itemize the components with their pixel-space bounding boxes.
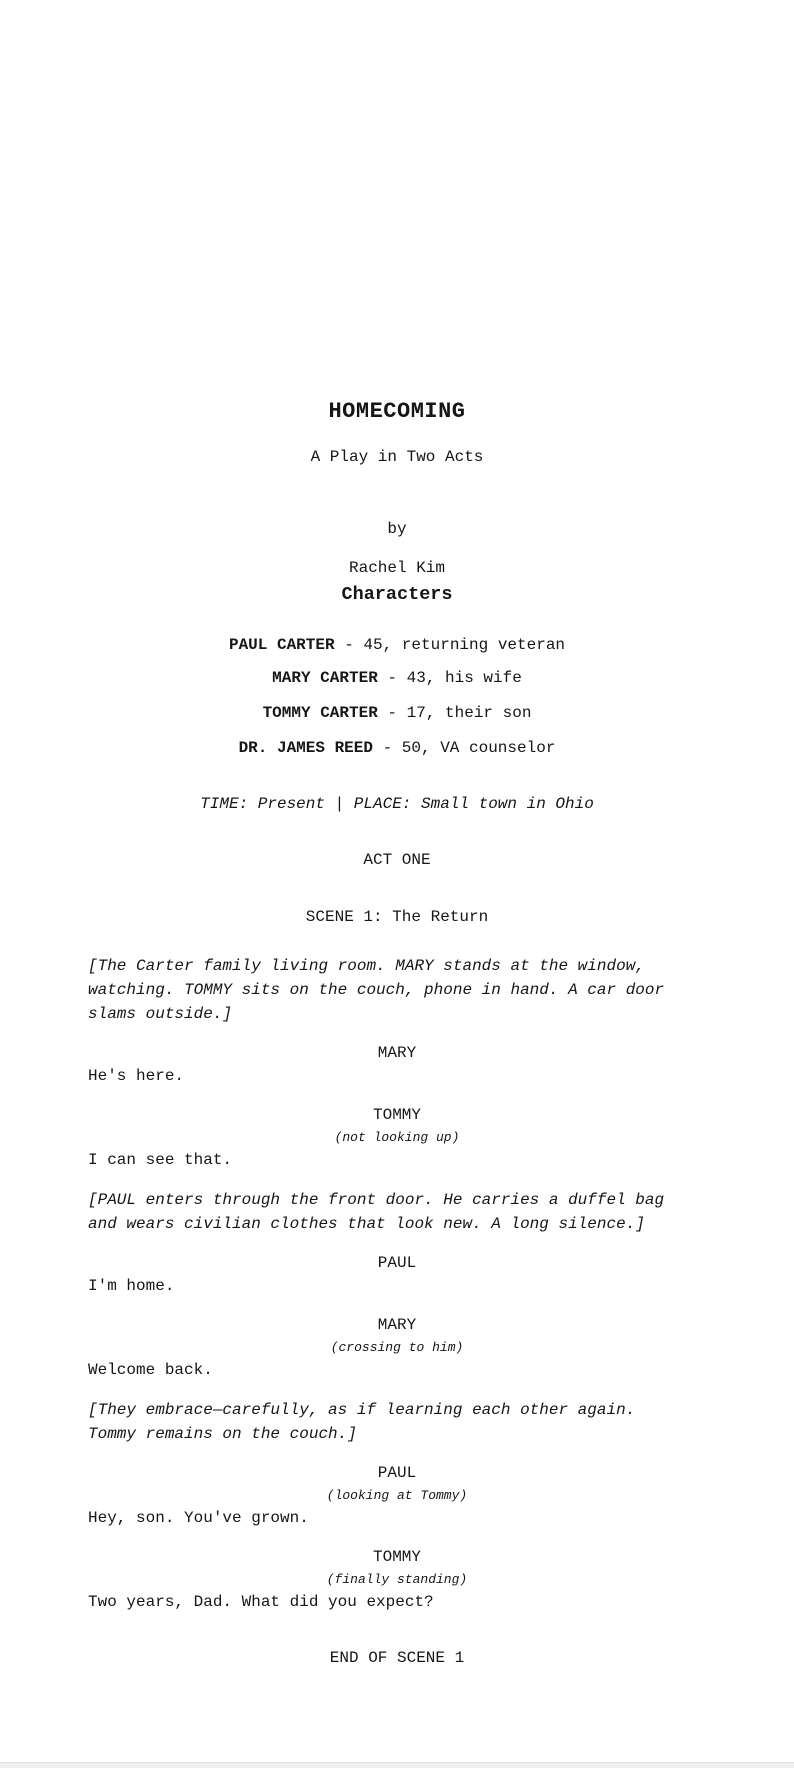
character-entry xyxy=(88,737,706,760)
parenthetical: (not looking up) xyxy=(334,1130,460,1145)
dialogue-block xyxy=(88,1042,706,1088)
character-cue: TOMMY xyxy=(372,1548,421,1566)
stage-direction xyxy=(88,1188,706,1236)
stage-direction xyxy=(88,1398,706,1446)
author-name: Rachel Kim xyxy=(348,559,445,577)
parenthetical: (finally standing) xyxy=(326,1572,468,1587)
stage-direction-line: [The Carter family living room. MARY stands at the window, xyxy=(88,957,645,975)
act-heading: ACT ONE xyxy=(363,851,431,869)
character-desc: - 17, their son xyxy=(377,704,532,722)
character-entry xyxy=(88,702,706,725)
stage-direction-line: watching. TOMMY sits on the couch, phone in hand. A car door xyxy=(88,981,665,999)
stage-direction-line: Tommy remains on the couch.] xyxy=(88,1425,357,1443)
character-name: PAUL CARTER xyxy=(228,636,335,654)
dialogue-line: Two years, Dad. What did you expect? xyxy=(88,1593,434,1611)
character-cue: MARY xyxy=(377,1316,417,1334)
byline-label: by xyxy=(387,520,407,538)
time-place-line: TIME: Present | PLACE: Small town in Ohio xyxy=(200,795,594,813)
dialogue-line: Welcome back. xyxy=(88,1361,213,1379)
dialogue-block xyxy=(88,1252,706,1298)
scene-heading: SCENE 1: The Return xyxy=(305,908,489,926)
character-entry xyxy=(88,667,706,690)
dialogue-block xyxy=(88,1314,706,1382)
character-entry xyxy=(88,634,706,657)
parenthetical: (looking at Tommy) xyxy=(326,1488,468,1503)
dialogue-line: He's here. xyxy=(88,1067,185,1085)
play-subtitle: A Play in Two Acts xyxy=(310,448,484,466)
dialogue-line: I'm home. xyxy=(88,1277,175,1295)
dialogue-line: I can see that. xyxy=(88,1151,233,1169)
dialogue-block xyxy=(88,1104,706,1172)
character-desc: - 50, VA counselor xyxy=(372,739,556,757)
stage-direction-line: and wears civilian clothes that look new. A long silence.] xyxy=(88,1215,645,1233)
character-name: DR. JAMES REED xyxy=(238,739,373,757)
parenthetical: (crossing to him) xyxy=(330,1340,464,1355)
end-of-scene-label: END OF SCENE 1 xyxy=(329,1649,465,1667)
character-cue: PAUL xyxy=(377,1464,417,1482)
dialogue-line: Hey, son. You've grown. xyxy=(88,1509,309,1527)
stage-direction-line: slams outside.] xyxy=(88,1005,233,1023)
stage-direction-line: [PAUL enters through the front door. He carries a duffel bag xyxy=(88,1191,665,1209)
character-desc: - 43, his wife xyxy=(377,669,522,687)
characters-heading: Characters xyxy=(341,584,453,605)
dialogue-block xyxy=(88,1546,706,1614)
character-name: TOMMY CARTER xyxy=(262,704,378,722)
character-desc: - 45, returning veteran xyxy=(334,636,566,654)
dialogue-block xyxy=(88,1462,706,1530)
stage-direction xyxy=(88,954,706,1026)
character-name: MARY CARTER xyxy=(272,669,378,687)
stage-direction-line: [They embrace—carefully, as if learning each other again. xyxy=(88,1401,636,1419)
character-cue: MARY xyxy=(377,1044,417,1062)
character-cue: PAUL xyxy=(377,1254,417,1272)
page-bottom-divider xyxy=(0,1762,794,1768)
play-title: HOMECOMING xyxy=(328,399,466,424)
character-cue: TOMMY xyxy=(372,1106,421,1124)
